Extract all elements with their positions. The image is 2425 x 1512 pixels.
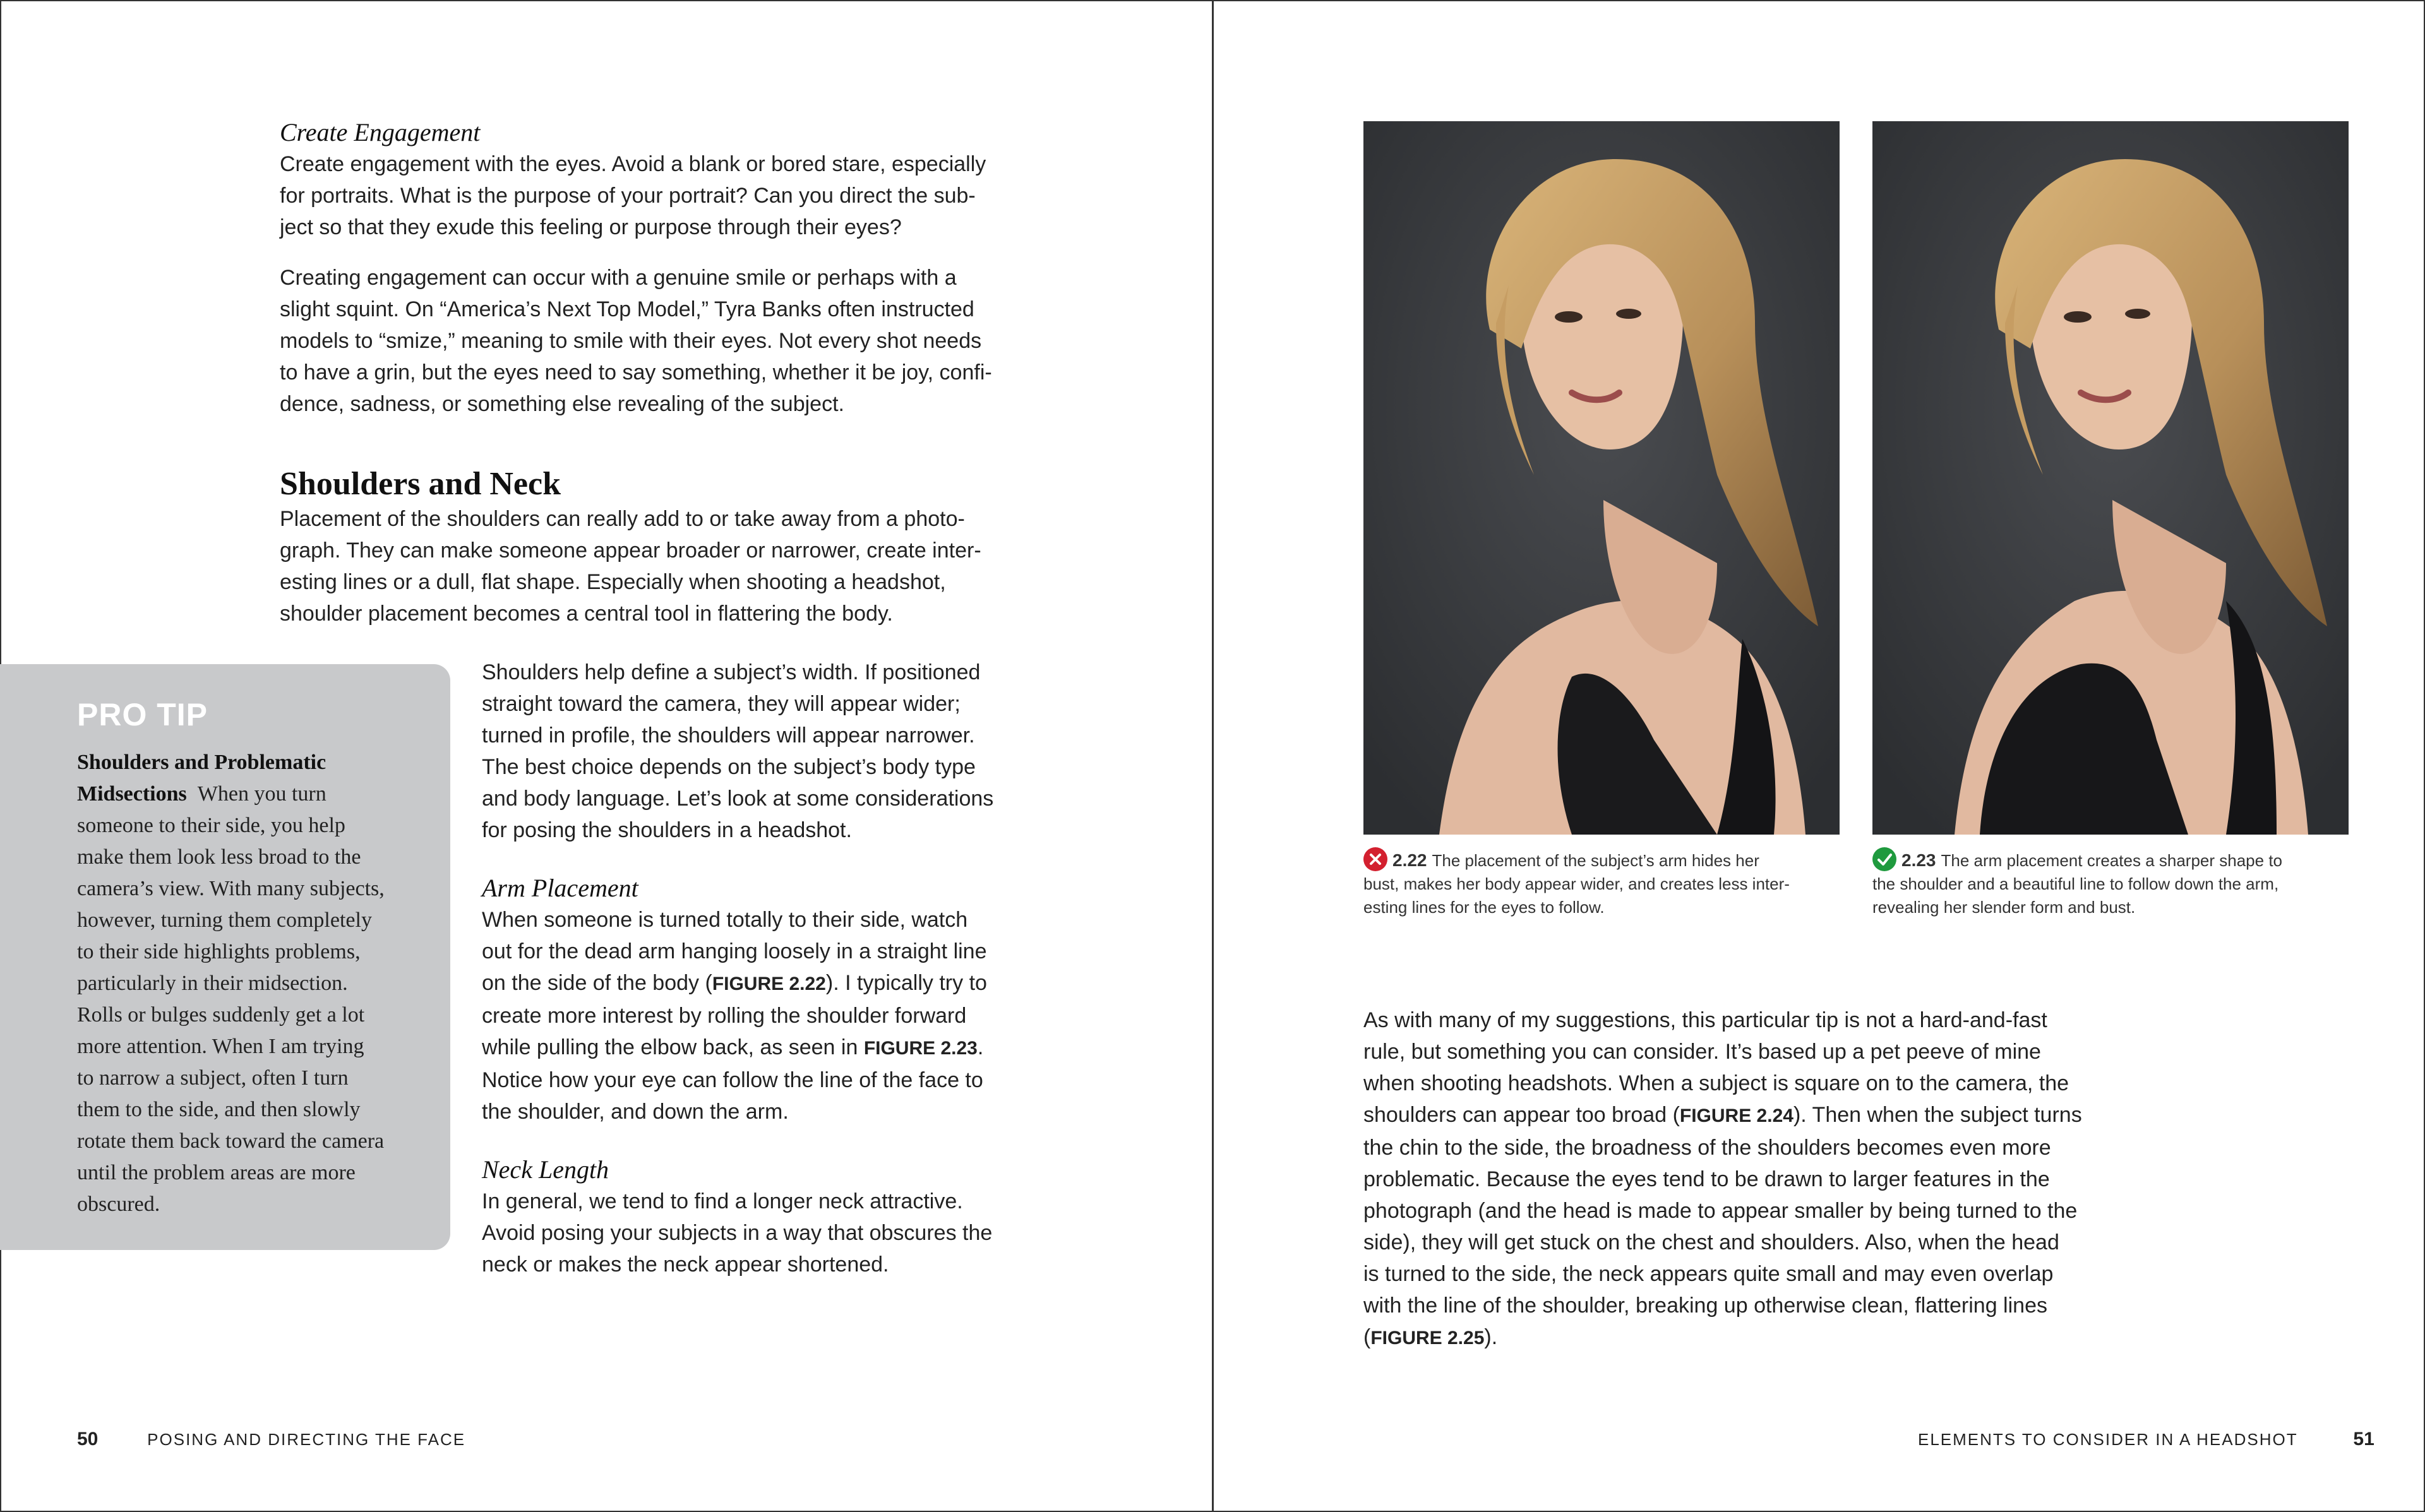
body-line: [482, 967, 1057, 1000]
page-number: 50: [77, 1429, 99, 1449]
text-run: ). Then when the subject turns: [1793, 1103, 2082, 1127]
body-line: neck or makes the neck appear shortened.: [482, 1253, 889, 1277]
caption-line: esting lines for the eyes to follow.: [1363, 898, 1605, 917]
body-line: when shooting headshots. When a subject is square on to the camera, the: [1363, 1071, 2069, 1095]
body-line: As with many of my suggestions, this particular tip is not a hard-and-fast: [1363, 1008, 2047, 1032]
page-number: 51: [2353, 1429, 2374, 1449]
figure-2-22-photo: [1363, 121, 1840, 835]
pro-tip-line: rotate them back toward the camera: [77, 1129, 385, 1153]
body-line: for posing the shoulders in a headshot.: [482, 818, 852, 842]
pro-tip-line: When you turn: [197, 782, 326, 806]
figure-reference: FIGURE 2.22: [712, 973, 826, 994]
pro-tip-line: camera’s view. With many subjects,: [77, 877, 385, 900]
body-line: Notice how your eye can follow the line of the face to: [482, 1068, 983, 1092]
body-line: ject so that they exude this feeling or purpose through their eyes?: [280, 215, 902, 239]
pro-tip-subhead: Midsections: [77, 782, 187, 806]
pro-tip-line: until the problem areas are more: [77, 1161, 356, 1184]
text-run: while pulling the elbow back, as seen in: [482, 1035, 864, 1059]
text-run: ). I typically try to: [825, 971, 987, 995]
body-line: [1363, 1321, 2153, 1354]
body-line: slight squint. On “America’s Next Top Model,” Tyra Banks often instructed: [280, 297, 974, 321]
arm-placement-heading: Arm Placement: [482, 874, 638, 902]
figure-2-23-caption: [1872, 847, 2352, 919]
body-line: shoulder placement becomes a central tool in flattering the body.: [280, 602, 893, 626]
neck-length-heading: Neck Length: [482, 1155, 609, 1184]
body-line: and body language. Let’s look at some considerations: [482, 787, 994, 811]
body-line: is turned to the side, the neck appears quite small and may even overlap: [1363, 1262, 2054, 1286]
right-body-text: [1363, 1004, 2153, 1354]
caption-line: The arm placement creates a sharper shape to: [1941, 851, 2283, 870]
body-line: Create engagement with the eyes. Avoid a blank or bored stare, especially: [280, 152, 986, 176]
caption-line: bust, makes her body appear wider, and creates less inter-: [1363, 874, 1790, 893]
pro-tip-line: them to the side, and then slowly: [77, 1098, 361, 1121]
body-line: out for the dead arm hanging loosely in a straight line: [482, 939, 987, 963]
running-head: ELEMENTS TO CONSIDER IN A HEADSHOT: [1918, 1430, 2298, 1449]
pro-tip-line: Rolls or bulges suddenly get a lot: [77, 1003, 365, 1027]
portrait-photo-illustration: [1872, 121, 2349, 835]
pro-tip-line: someone to their side, you help: [77, 814, 345, 837]
figure-reference: FIGURE 2.24: [1679, 1105, 1793, 1126]
body-line: Shoulders help define a subject’s width. If positioned: [482, 660, 981, 684]
x-mark-icon: [1363, 847, 1387, 871]
body-line: the shoulder, and down the arm.: [482, 1100, 789, 1124]
left-footer: [77, 1429, 465, 1450]
body-line: [482, 1032, 1057, 1064]
body-line: Avoid posing your subjects in a way that obscures the: [482, 1221, 993, 1245]
figure-2-22-caption: [1363, 847, 1843, 919]
check-mark-icon: [1872, 847, 1896, 871]
text-run: .: [977, 1035, 984, 1059]
body-line: dence, sadness, or something else revealing of the subject.: [280, 392, 844, 416]
pro-tip-line: obscured.: [77, 1193, 160, 1216]
caption-line: the shoulder and a beautiful line to follow down the arm,: [1872, 874, 2279, 893]
create-engagement-section: [280, 117, 1057, 420]
body-line: with the line of the shoulder, breaking up otherwise clean, flattering lines: [1363, 1294, 2047, 1318]
body-line: In general, we tend to find a longer neck attractive.: [482, 1189, 963, 1213]
body-line: for portraits. What is the purpose of your portrait? Can you direct the sub-: [280, 184, 976, 208]
body-line: turned in profile, the shoulders will appear narrower.: [482, 723, 975, 747]
body-line: graph. They can make someone appear broader or narrower, create inter-: [280, 539, 981, 563]
text-run: ).: [1484, 1325, 1498, 1349]
body-line: the chin to the side, the broadness of the shoulders becomes even more: [1363, 1136, 2051, 1160]
body-line: photograph (and the head is made to appear smaller by being turned to the: [1363, 1199, 2078, 1223]
body-line: to have a grin, but the eyes need to say something, whether it be joy, confi-: [280, 360, 992, 384]
pro-tip-subhead: Shoulders and Problematic: [77, 751, 326, 774]
figure-reference: FIGURE 2.23: [863, 1038, 978, 1059]
caption-line: revealing her slender form and bust.: [1872, 898, 2136, 917]
shoulders-neck-heading: Shoulders and Neck: [280, 466, 561, 502]
body-line: rule, but something you can consider. It’s based up a pet peeve of mine: [1363, 1040, 2041, 1064]
text-run: shoulders can appear too broad (: [1363, 1103, 1680, 1127]
portrait-photo-illustration: [1363, 121, 1840, 835]
body-line: [1363, 1099, 2153, 1132]
body-line: create more interest by rolling the shoulder forward: [482, 1004, 967, 1028]
pro-tip-line: particularly in their midsection.: [77, 972, 348, 995]
figure-reference: FIGURE 2.25: [1370, 1328, 1485, 1348]
shoulders-neck-section: [280, 465, 1057, 629]
body-line: The best choice depends on the subject’s body type: [482, 755, 976, 779]
figure-2-23-photo: [1872, 121, 2349, 835]
body-line: straight toward the camera, they will appear wider;: [482, 692, 961, 716]
body-line: When someone is turned totally to their side, watch: [482, 908, 968, 932]
text-run: on the side of the body (: [482, 971, 712, 995]
body-line: Placement of the shoulders can really add to or take away from a photo-: [280, 507, 965, 531]
pro-tip-line: make them look less broad to the: [77, 845, 361, 869]
page-gutter: [1212, 0, 1214, 1512]
create-engagement-heading: Create Engagement: [280, 118, 481, 146]
pro-tip-line: to their side highlights problems,: [77, 940, 361, 963]
pro-tip-line: to narrow a subject, often I turn: [77, 1066, 349, 1090]
body-line: side), they will get stuck on the chest and shoulders. Also, when the head: [1363, 1230, 2059, 1254]
pro-tip-line: more attention. When I am trying: [77, 1035, 364, 1058]
pro-tip-body: [77, 747, 418, 1220]
pro-tip-title: PRO TIP: [77, 697, 208, 732]
text-run: (: [1363, 1325, 1371, 1349]
figure-number: 2.23: [1901, 850, 1936, 870]
right-footer: [1918, 1429, 2374, 1450]
shoulders-column: [482, 657, 1057, 1280]
pro-tip-line: however, turning them completely: [77, 908, 372, 932]
caption-line: The placement of the subject’s arm hides her: [1432, 851, 1759, 870]
figure-number: 2.22: [1392, 850, 1427, 870]
body-line: Creating engagement can occur with a genuine smile or perhaps with a: [280, 266, 957, 290]
body-line: problematic. Because the eyes tend to be drawn to larger features in the: [1363, 1167, 2050, 1191]
body-line: esting lines or a dull, flat shape. Especially when shooting a headshot,: [280, 570, 946, 594]
running-head: POSING AND DIRECTING THE FACE: [147, 1430, 466, 1449]
body-line: models to “smize,” meaning to smile with their eyes. Not every shot needs: [280, 329, 982, 353]
